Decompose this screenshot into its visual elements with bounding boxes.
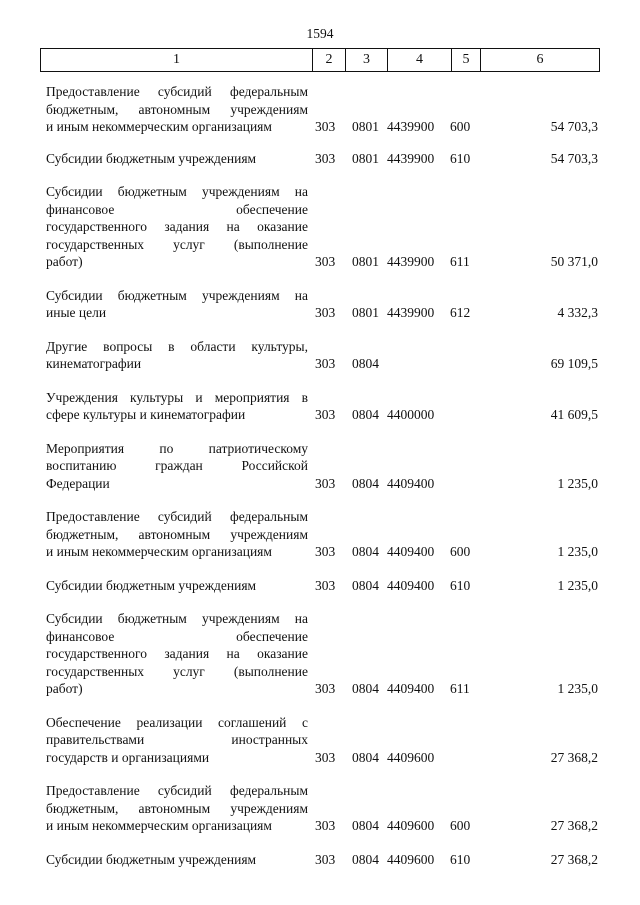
table-row (46, 851, 600, 869)
section-code: 0801 (352, 254, 379, 269)
column-number-header (40, 48, 600, 72)
table-row (46, 714, 600, 767)
description-line: Субсидии бюджетным учреждениям (46, 577, 257, 593)
row-codes (46, 543, 600, 561)
amount: 1 235,0 (557, 681, 598, 696)
column-number-3: 3 (346, 49, 388, 71)
description-line: государственного задания на оказание (46, 646, 308, 661)
description-line: и иным некоммерческим организациям (46, 544, 272, 559)
row-codes (46, 851, 600, 869)
budget-table-body (46, 83, 600, 884)
row-codes (46, 304, 600, 322)
description-line: государственных услуг (выполнение (46, 236, 308, 252)
column-number-6: 6 (536, 52, 544, 67)
description-line: сфере культуры и кинематографии (46, 407, 246, 422)
description-line: финансовое обеспечение (46, 628, 308, 644)
amount: 1 235,0 (557, 577, 598, 593)
table-row (46, 440, 600, 493)
target-article-code: 4409600 (387, 818, 435, 833)
description-line: государственного задания на оказание (46, 219, 308, 234)
target-article-code: 4409400 (387, 577, 435, 593)
expense-type-code: 600 (450, 818, 471, 833)
description-line: Федерации (46, 475, 110, 491)
ministry-code: 303 (315, 119, 336, 134)
target-article-code: 4409400 (387, 681, 435, 696)
table-row (46, 183, 600, 271)
description-line: Обеспечение реализации соглашений с (46, 714, 308, 730)
description-line: Предоставление субсидий федеральным (46, 84, 308, 99)
description-line: и иным некоммерческим организациям (46, 818, 272, 833)
section-code: 0804 (352, 577, 379, 593)
amount: 41 609,5 (550, 407, 598, 422)
ministry-code: 303 (315, 407, 336, 422)
description-line: Субсидии бюджетным учреждениям на (46, 287, 308, 303)
description-line: воспитанию граждан Российской (46, 458, 308, 473)
table-row (46, 389, 600, 424)
column-number-5: 5 (452, 49, 481, 71)
description-line: финансовое обеспечение (46, 201, 308, 217)
expense-type-code: 610 (450, 851, 471, 867)
target-article-code: 4400000 (387, 407, 435, 422)
description-line: государственных услуг (выполнение (46, 663, 308, 679)
column-number-4: 4 (388, 49, 452, 71)
row-codes (46, 475, 600, 493)
description-line: Другие вопросы в области культуры, (46, 338, 308, 354)
amount: 69 109,5 (550, 356, 598, 371)
page-number: 1594 (306, 26, 334, 41)
row-codes (46, 118, 600, 136)
expense-type-code: 611 (450, 681, 470, 696)
target-article-code: 4409400 (387, 544, 435, 559)
description-line: Предоставление субсидий федеральным (46, 509, 308, 524)
section-code: 0804 (352, 681, 379, 696)
expense-type-code: 600 (450, 544, 471, 559)
description-line: бюджетным, автономным учреждениям (46, 101, 308, 117)
section-code: 0804 (352, 475, 379, 491)
amount: 1 235,0 (557, 475, 598, 491)
description-line: кинематографии (46, 356, 142, 371)
column-number-1: 1 (41, 49, 313, 71)
description-line: бюджетным, автономным учреждениям (46, 526, 308, 542)
section-code: 0804 (352, 544, 379, 559)
target-article-code: 4439900 (387, 119, 435, 134)
section-code: 0804 (352, 749, 379, 765)
expense-type-code: 611 (450, 254, 470, 269)
description-line: и иным некоммерческим организациям (46, 119, 272, 134)
row-codes (46, 680, 600, 698)
ministry-code: 303 (315, 577, 336, 593)
description-line: Субсидии бюджетным учреждениям на (46, 184, 308, 199)
description-line: Субсидии бюджетным учреждениям на (46, 611, 308, 626)
expense-type-code: 612 (450, 305, 471, 320)
description-line: бюджетным, автономным учреждениям (46, 800, 308, 816)
target-article-code: 4409600 (387, 749, 435, 765)
ministry-code: 303 (315, 749, 336, 765)
section-code: 0804 (352, 407, 379, 422)
description-line: Субсидии бюджетным учреждениям (46, 851, 257, 867)
table-row (46, 150, 600, 168)
row-codes (46, 577, 600, 595)
description-line: работ) (46, 254, 83, 269)
table-row (46, 508, 600, 561)
table-row (46, 287, 600, 322)
description-line: правительствами иностранных (46, 732, 308, 747)
ministry-code: 303 (315, 544, 336, 559)
ministry-code: 303 (315, 681, 336, 696)
description-line: Субсидии бюджетным учреждениям (46, 150, 257, 166)
ministry-code: 303 (315, 305, 336, 320)
ministry-code: 303 (315, 356, 336, 371)
table-row (46, 338, 600, 373)
row-codes (46, 253, 600, 271)
expense-type-code: 610 (450, 150, 471, 166)
amount: 4 332,3 (557, 305, 598, 320)
row-codes (46, 406, 600, 424)
target-article-code: 4409400 (387, 475, 435, 491)
amount: 27 368,2 (550, 851, 598, 867)
table-row (46, 577, 600, 595)
expense-type-code: 610 (450, 577, 471, 593)
section-code: 0804 (352, 818, 379, 833)
target-article-code: 4439900 (387, 254, 435, 269)
ministry-code: 303 (315, 475, 336, 491)
table-row (46, 83, 600, 136)
column-number-2: 2 (313, 49, 346, 71)
amount: 1 235,0 (557, 544, 598, 559)
section-code: 0804 (352, 356, 379, 371)
amount: 50 371,0 (550, 254, 598, 269)
section-code: 0801 (352, 150, 379, 166)
description-line: Предоставление субсидий федеральным (46, 783, 308, 798)
description-line: иные цели (46, 305, 107, 320)
description-line: государств и организациями (46, 749, 210, 765)
section-code: 0801 (352, 305, 379, 320)
ministry-code: 303 (315, 818, 336, 833)
amount: 27 368,2 (550, 818, 598, 833)
ministry-code: 303 (315, 851, 336, 867)
section-code: 0804 (352, 851, 379, 867)
amount: 27 368,2 (550, 749, 598, 765)
description-line: работ) (46, 681, 83, 696)
description-line: Учреждения культуры и мероприятия в (46, 389, 308, 405)
table-row (46, 610, 600, 698)
row-codes (46, 355, 600, 373)
table-row (46, 782, 600, 835)
expense-type-code: 600 (450, 119, 471, 134)
description-line: Мероприятия по патриотическому (46, 440, 308, 456)
target-article-code: 4439900 (387, 305, 435, 320)
row-codes (46, 150, 600, 168)
target-article-code: 4439900 (387, 150, 435, 166)
row-codes (46, 817, 600, 835)
ministry-code: 303 (315, 254, 336, 269)
ministry-code: 303 (315, 150, 336, 166)
section-code: 0801 (352, 119, 379, 134)
amount: 54 703,3 (550, 150, 598, 166)
target-article-code: 4409600 (387, 851, 435, 867)
amount: 54 703,3 (550, 119, 598, 134)
row-codes (46, 749, 600, 767)
